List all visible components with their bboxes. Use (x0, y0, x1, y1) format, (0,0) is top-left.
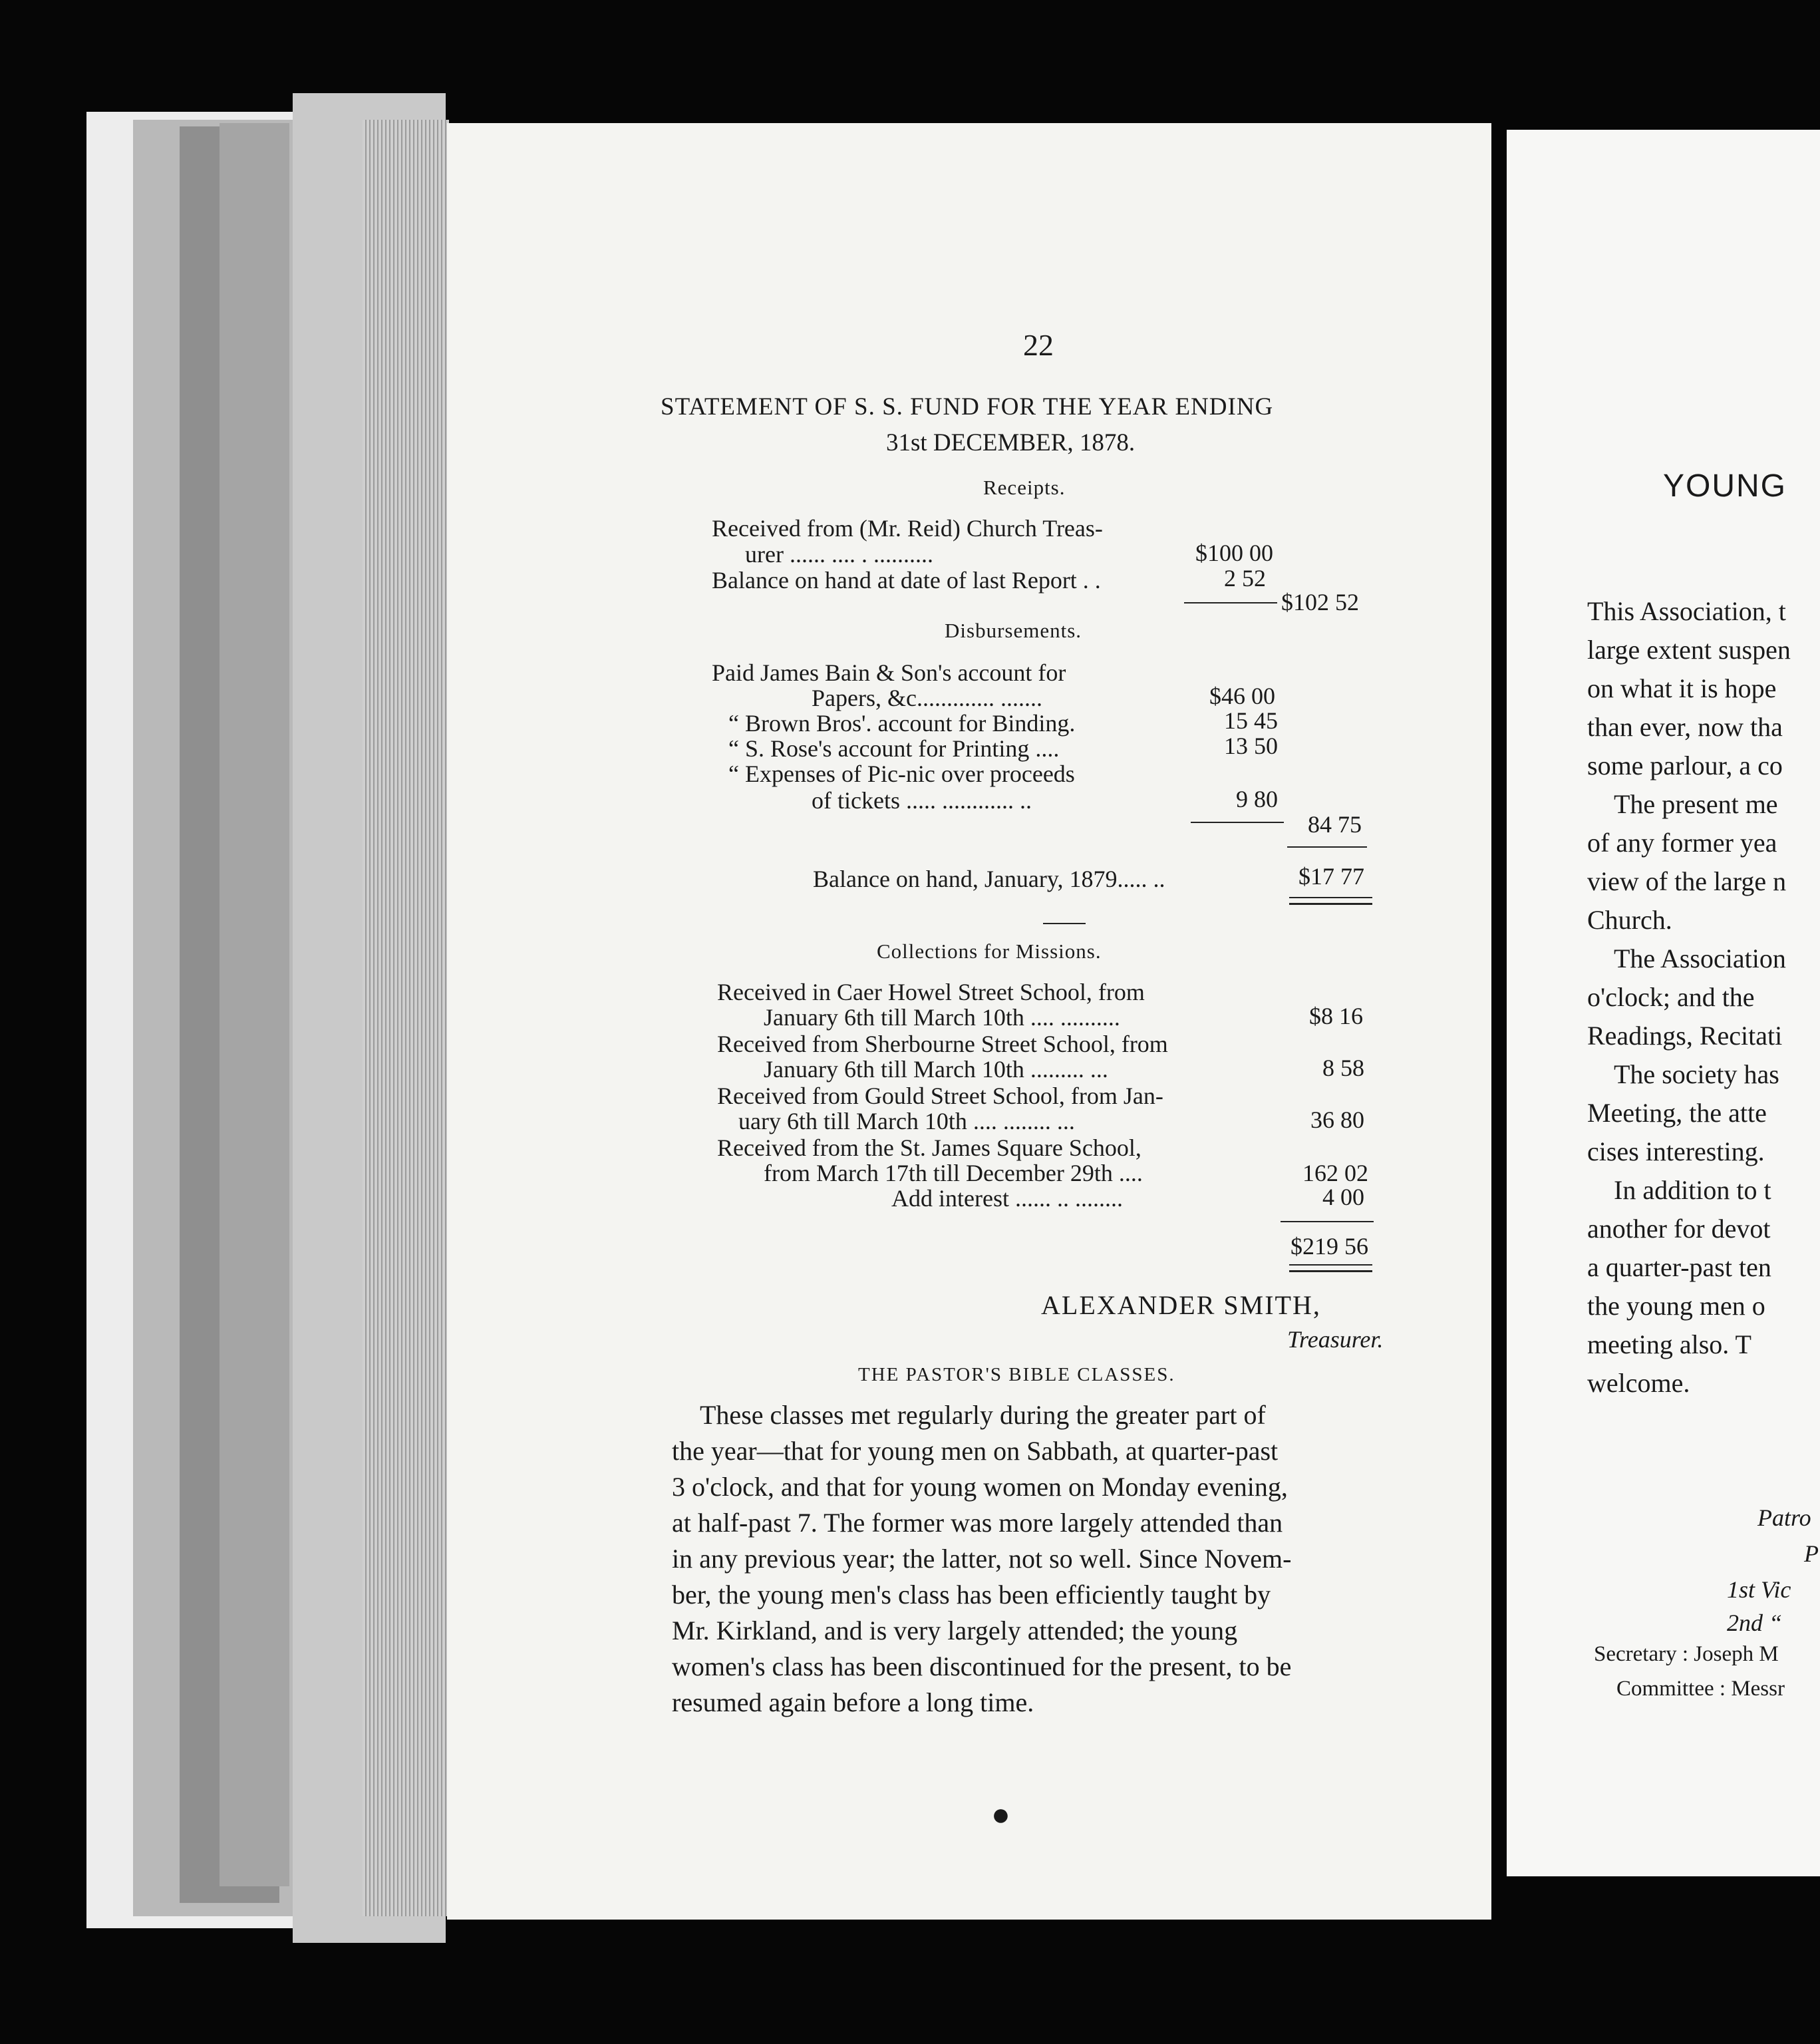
collection-line: Received from Gould Street School, from Jan- (717, 1083, 1163, 1109)
disbursement-amount: 9 80 (1236, 786, 1278, 812)
right-page-line: of any former yea (1587, 828, 1777, 858)
double-rule (1289, 1264, 1372, 1272)
right-page-line: In addition to t (1614, 1175, 1771, 1205)
collection-line: Received from the St. James Square School, (717, 1134, 1141, 1161)
disbursement-amount: $46 00 (1209, 683, 1275, 709)
receipt-amount: 2 52 (1224, 565, 1266, 592)
disbursements-heading: Disbursements. (945, 619, 1082, 642)
disbursement-line: Papers, &c............. ....... (812, 685, 1042, 711)
rule (1281, 1221, 1374, 1222)
paragraph-line: women's class has been discontinued for the present, to be (672, 1651, 1292, 1681)
disbursement-line: “ S. Rose's account for Printing .... (728, 735, 1060, 762)
right-page-line: than ever, now tha (1587, 712, 1783, 742)
receipt-amount: $100 00 (1195, 540, 1273, 566)
divider (1043, 923, 1086, 924)
officer-line: Patro (1757, 1504, 1811, 1531)
collection-amount: 36 80 (1310, 1107, 1364, 1133)
receipt-line: Received from (Mr. Reid) Church Treas- (712, 515, 1103, 542)
right-page-line: o'clock; and the (1587, 982, 1755, 1012)
paragraph-line: 3 o'clock, and that for young women on Monday evening, (672, 1472, 1288, 1502)
right-page-line: some parlour, a co (1587, 751, 1783, 780)
right-page-line: the young men o (1587, 1291, 1765, 1321)
collections-heading: Collections for Missions. (877, 939, 1102, 963)
officer-line: Secretary : Joseph M (1594, 1642, 1779, 1666)
paragraph-line: the year—that for young men on Sabbath, at quarter-past (672, 1436, 1279, 1466)
paragraph-line: These classes met regularly during the greater part of (700, 1400, 1266, 1430)
paragraph-line: resumed again before a long time. (672, 1687, 1034, 1717)
receipts-heading: Receipts. (983, 476, 1066, 499)
officer-line: Committee : Messr (1616, 1677, 1785, 1701)
receipts-total: $102 52 (1281, 589, 1359, 615)
right-page-line: Meeting, the atte (1587, 1098, 1767, 1128)
collection-line: January 6th till March 10th .... .......... (764, 1004, 1120, 1031)
double-rule (1289, 897, 1372, 905)
paragraph-line: in any previous year; the latter, not so well. Since Novem- (672, 1544, 1292, 1574)
collection-line: Received in Caer Howel Street School, from (717, 979, 1145, 1005)
right-page-line: The society has (1614, 1059, 1779, 1089)
right-page-line: Readings, Recitati (1587, 1021, 1783, 1051)
paragraph-line: Mr. Kirkland, and is very largely attended; the young (672, 1616, 1238, 1645)
page-stack (363, 120, 449, 1916)
rule (1191, 822, 1284, 823)
disbursement-amount: 15 45 (1224, 707, 1278, 734)
right-page-line: This Association, t (1587, 596, 1786, 626)
collection-line: Received from Sherbourne Street School, from (717, 1031, 1168, 1057)
signatory: ALEXANDER SMITH, (1041, 1290, 1321, 1320)
bible-classes-heading: THE PASTOR'S BIBLE CLASSES. (858, 1364, 1175, 1385)
right-page-line: on what it is hope (1587, 673, 1777, 703)
book-edge-mid (220, 123, 289, 1886)
right-page-line: view of the large n (1587, 866, 1787, 896)
rule (1184, 602, 1277, 603)
disbursement-line: Paid James Bain & Son's account for (712, 659, 1066, 686)
collection-line: Add interest ...... .. ........ (891, 1185, 1123, 1212)
disbursement-line: “ Expenses of Pic-nic over proceeds (728, 761, 1075, 787)
right-page-line: another for devot (1587, 1214, 1771, 1244)
disbursements-total: 84 75 (1308, 811, 1362, 838)
right-page-line: The present me (1614, 789, 1778, 819)
right-page-line: Church. (1587, 905, 1672, 935)
signatory-title: Treasurer. (1287, 1326, 1384, 1353)
receipt-line: urer ...... .... . .......... (745, 541, 933, 568)
disbursement-line: “ Brown Bros'. account for Binding. (728, 710, 1076, 737)
collection-amount: $8 16 (1309, 1003, 1363, 1029)
page-number: 22 (1023, 328, 1054, 362)
right-page-line: a quarter-past ten (1587, 1252, 1771, 1282)
collection-amount: 8 58 (1322, 1055, 1364, 1081)
collection-amount: 162 02 (1302, 1160, 1368, 1186)
officer-line: 2nd “ (1727, 1610, 1783, 1636)
right-page-heading: YOUNG (1663, 468, 1787, 504)
right-page-line: welcome. (1587, 1368, 1690, 1398)
collection-line: from March 17th till December 29th .... (764, 1160, 1143, 1186)
receipt-line: Balance on hand at date of last Report . . (712, 567, 1101, 594)
collection-line: uary 6th till March 10th .... ........ ... (738, 1108, 1075, 1134)
statement-title-line2: 31st DECEMBER, 1878. (886, 429, 1136, 456)
paragraph-line: at half-past 7. The former was more largely attended than (672, 1508, 1283, 1538)
officer-line: 1st Vic (1727, 1576, 1791, 1603)
collections-total: $219 56 (1290, 1233, 1368, 1260)
rule (1287, 846, 1367, 848)
balance-label: Balance on hand, January, 1879..... .. (813, 866, 1165, 892)
disbursement-line: of tickets ..... ............ .. (812, 787, 1032, 814)
right-page-line: meeting also. T (1587, 1329, 1751, 1359)
right-page-line: large extent suspen (1587, 635, 1791, 665)
right-page-line: The Association (1614, 943, 1786, 973)
officer-line: P (1804, 1540, 1819, 1567)
statement-title-line1: STATEMENT OF S. S. FUND FOR THE YEAR ENDING (661, 393, 1274, 421)
collection-line: January 6th till March 10th ......... ... (764, 1056, 1108, 1083)
right-page-line: cises interesting. (1587, 1136, 1765, 1166)
balance-amount: $17 77 (1298, 863, 1364, 890)
disbursement-amount: 13 50 (1224, 733, 1278, 759)
paragraph-line: ber, the young men's class has been efficiently taught by (672, 1580, 1271, 1610)
collection-amount: 4 00 (1322, 1184, 1364, 1210)
ink-blot-icon: ● (991, 1797, 1010, 1832)
